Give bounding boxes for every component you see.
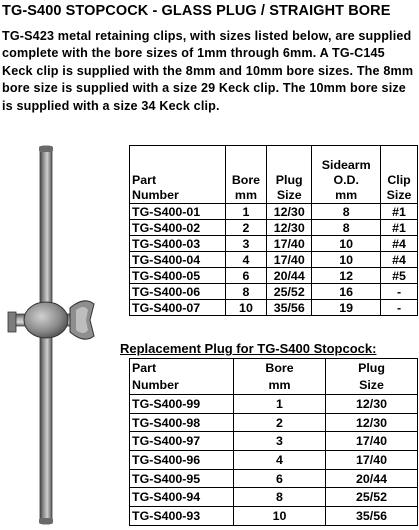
header-sidearm-od: Sidearm O.D. mm: [312, 146, 381, 204]
stopcock-specs-table: [129, 145, 418, 316]
bore-value: 2: [225, 220, 266, 236]
table-row: [130, 432, 418, 451]
sidearm-value: 10: [312, 252, 381, 268]
bore-value: 8: [225, 284, 266, 300]
part-number: TG-S400-99: [130, 395, 234, 414]
plug-size-value: 35/56: [326, 507, 418, 526]
product-description: TG-S423 metal retaining clips, with sizes listed below, are supplied complete with the bore sizes of 1mm through 6mm. A TG-C145 Keck clip is supplied with the 8mm and 10mm bore sizes. The 8mm bore size is supplied with a size 29 Keck clip. The 10mm bore size is supplied with a size 34 Keck clip.: [2, 29, 414, 113]
stopcock-photo: [0, 138, 128, 530]
sidearm-value: 19: [312, 300, 381, 316]
sidearm-value: 16: [312, 284, 381, 300]
bore-value: 3: [234, 432, 326, 451]
part-number: TG-S400-97: [130, 432, 234, 451]
part-number: TG-S400-02: [130, 220, 226, 236]
table-row: [130, 284, 418, 300]
part-number: TG-S400-94: [130, 488, 234, 507]
header-plug-size: Plug Size: [267, 146, 312, 204]
table-row: [130, 488, 418, 507]
part-number: TG-S400-95: [130, 469, 234, 488]
table-header-row: [130, 359, 418, 395]
sidearm-value: 10: [312, 236, 381, 252]
table-row: [130, 220, 418, 236]
header-clip-size: Clip Size: [381, 146, 418, 204]
plug-size-value: 20/44: [326, 469, 418, 488]
plug-size-value: 12/30: [326, 413, 418, 432]
clip-size-value: #4: [381, 252, 418, 268]
bore-value: 2: [234, 413, 326, 432]
bore-value: 4: [225, 252, 266, 268]
sidearm-value: 8: [312, 204, 381, 220]
plug-size-value: 35/56: [267, 300, 312, 316]
bore-value: 6: [234, 469, 326, 488]
bore-value: 8: [234, 488, 326, 507]
header-part-number: Part Number: [130, 359, 234, 395]
plug-size-value: 12/30: [267, 220, 312, 236]
plug-size-value: 17/40: [267, 252, 312, 268]
plug-size-value: 12/30: [326, 395, 418, 414]
plug-size-value: 17/40: [267, 236, 312, 252]
sidearm-value: 8: [312, 220, 381, 236]
clip-size-value: #1: [381, 220, 418, 236]
bore-value: 6: [225, 268, 266, 284]
clip-size-value: #4: [381, 236, 418, 252]
clip-size-value: -: [381, 284, 418, 300]
bore-value: 1: [234, 395, 326, 414]
clip-size-value: #5: [381, 268, 418, 284]
table-row: [130, 252, 418, 268]
bore-value: 4: [234, 451, 326, 470]
part-number: TG-S400-05: [130, 268, 226, 284]
bore-value: 1: [225, 204, 266, 220]
replacement-plug-table: [129, 358, 418, 526]
part-number: TG-S400-06: [130, 284, 226, 300]
clip-size-value: #1: [381, 204, 418, 220]
table-row: [130, 507, 418, 526]
table-header-row: [130, 146, 418, 204]
page-title: TG-S400 STOPCOCK - GLASS PLUG / STRAIGHT BORE: [2, 3, 391, 19]
header-bore: Bore mm: [234, 359, 326, 395]
plug-size-value: 25/52: [326, 488, 418, 507]
retaining-clip: [8, 312, 16, 332]
part-number: TG-S400-98: [130, 413, 234, 432]
bore-value: 10: [225, 300, 266, 316]
table-row: [130, 300, 418, 316]
part-number: TG-S400-03: [130, 236, 226, 252]
bore-value: 10: [234, 507, 326, 526]
plug-size-value: 20/44: [267, 268, 312, 284]
table-row: [130, 469, 418, 488]
plug-size-value: 25/52: [267, 284, 312, 300]
header-plug-size: Plug Size: [326, 359, 418, 395]
table-row: [130, 413, 418, 432]
clip-size-value: -: [381, 300, 418, 316]
table-row: [130, 395, 418, 414]
sidearm-value: 12: [312, 268, 381, 284]
table-row: [130, 204, 418, 220]
bore-value: 3: [225, 236, 266, 252]
part-number: TG-S400-01: [130, 204, 226, 220]
table-row: [130, 236, 418, 252]
plug-size-value: 17/40: [326, 432, 418, 451]
part-number: TG-S400-96: [130, 451, 234, 470]
part-number: TG-S400-93: [130, 507, 234, 526]
part-number: TG-S400-04: [130, 252, 226, 268]
table-row: [130, 451, 418, 470]
plug-size-value: 17/40: [326, 451, 418, 470]
part-number: TG-S400-07: [130, 300, 226, 316]
header-bore: Bore mm: [225, 146, 266, 204]
stopcock-barrel: [24, 302, 68, 338]
replacement-plug-heading: Replacement Plug for TG-S400 Stopcock:: [120, 341, 377, 356]
header-part-number: Part Number: [130, 146, 226, 204]
table-row: [130, 268, 418, 284]
plug-size-value: 12/30: [267, 204, 312, 220]
